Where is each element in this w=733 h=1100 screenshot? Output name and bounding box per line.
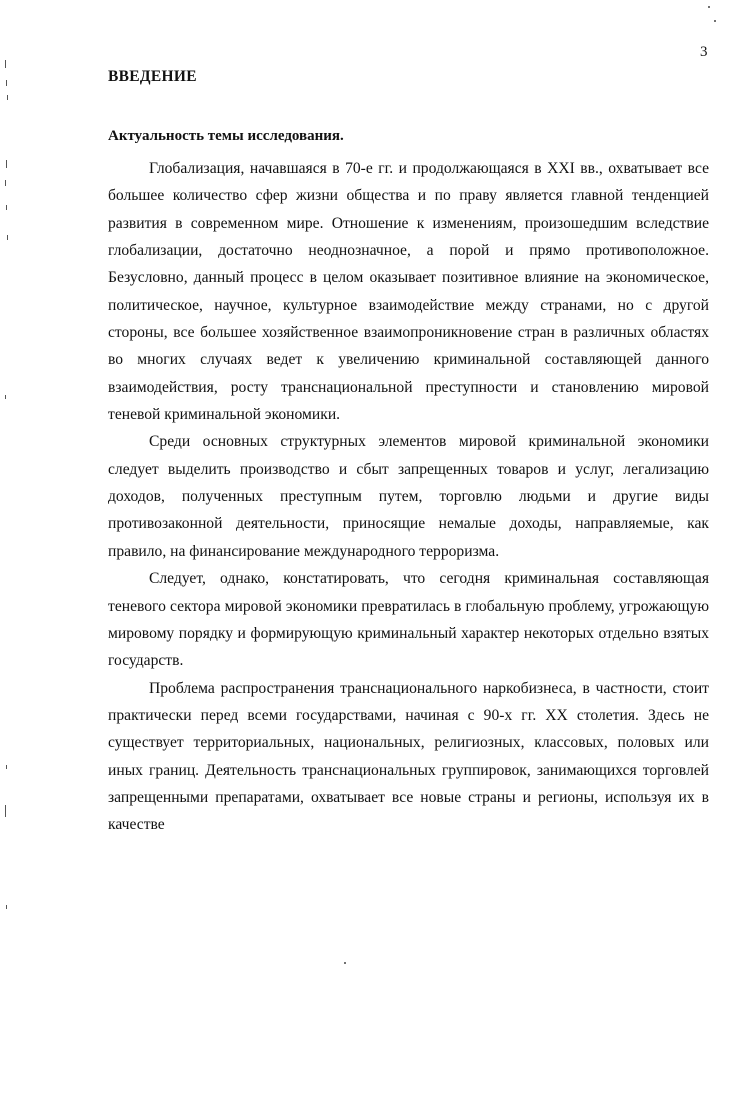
scan-artifact	[6, 80, 7, 86]
scan-artifact	[5, 180, 6, 186]
scan-artifact	[6, 765, 7, 769]
paragraph: Следует, однако, констатировать, что сегодня криминальная составляющая теневого сектора мировой экономики превратилась в глобальную проблему, угрожающую мировому порядку и формирующую криминальный характер некоторых отдельно взятых государств.	[108, 570, 709, 670]
scan-artifact	[5, 805, 6, 817]
section-subheading: Актуальность темы исследования.	[108, 128, 344, 144]
page-number: 3	[700, 44, 708, 60]
section-heading: ВВЕДЕНИЕ	[108, 68, 197, 85]
paragraph: Проблема распространения транснационального наркобизнеса, в частности, стоит практически перед всеми государствами, начиная с 90-х гг. XX столетия. Здесь не существует территориальных, национальных, религиозных, классовых, половых или иных границ. Деятельность транснациональных группировок, занимающихся торговлей запрещенными препаратами, охватывает все новые страны и регионы, используя их в качестве	[108, 679, 709, 834]
scan-artifact	[714, 20, 716, 22]
scan-artifact	[7, 235, 8, 240]
body-text	[108, 155, 709, 839]
scan-artifact	[5, 395, 6, 399]
scan-artifact	[344, 962, 346, 964]
scan-artifact	[5, 60, 6, 68]
scan-artifact	[708, 6, 710, 8]
scan-artifact	[7, 95, 8, 100]
paragraph: Среди основных структурных элементов мировой криминальной экономики следует выделить производство и сбыт запрещенных товаров и услуг, легализацию доходов, полученных преступным путем, торговлю людьми и другие виды противозаконной деятельности, приносящие немалые доходы, направляемые, как правило, на финансирование международного терроризма.	[108, 433, 709, 560]
paragraph: Глобализация, начавшаяся в 70-е гг. и продолжающаяся в XXI вв., охватывает все большее количество сфер жизни общества и по праву является главной тенденцией развития в современном мире. Отношение к изменениям, произошедшим вследствие глобализации, достаточно неоднозначное, а порой и прямо противоположное. Безусловно, данный процесс в целом оказывает позитивное влияние на экономическое, политическое, научное, культурное взаимодействие между странами, но с другой стороны, все большее хозяйственное взаимопроникновение стран в различных областях во многих случаях ведет к увеличению криминальной составляющей данного взаимодействия, росту транснациональной преступности и становлению мировой теневой криминальной экономики.	[108, 160, 709, 424]
scan-artifact	[6, 160, 7, 168]
scan-artifact	[6, 205, 7, 210]
scan-artifact	[6, 905, 7, 909]
